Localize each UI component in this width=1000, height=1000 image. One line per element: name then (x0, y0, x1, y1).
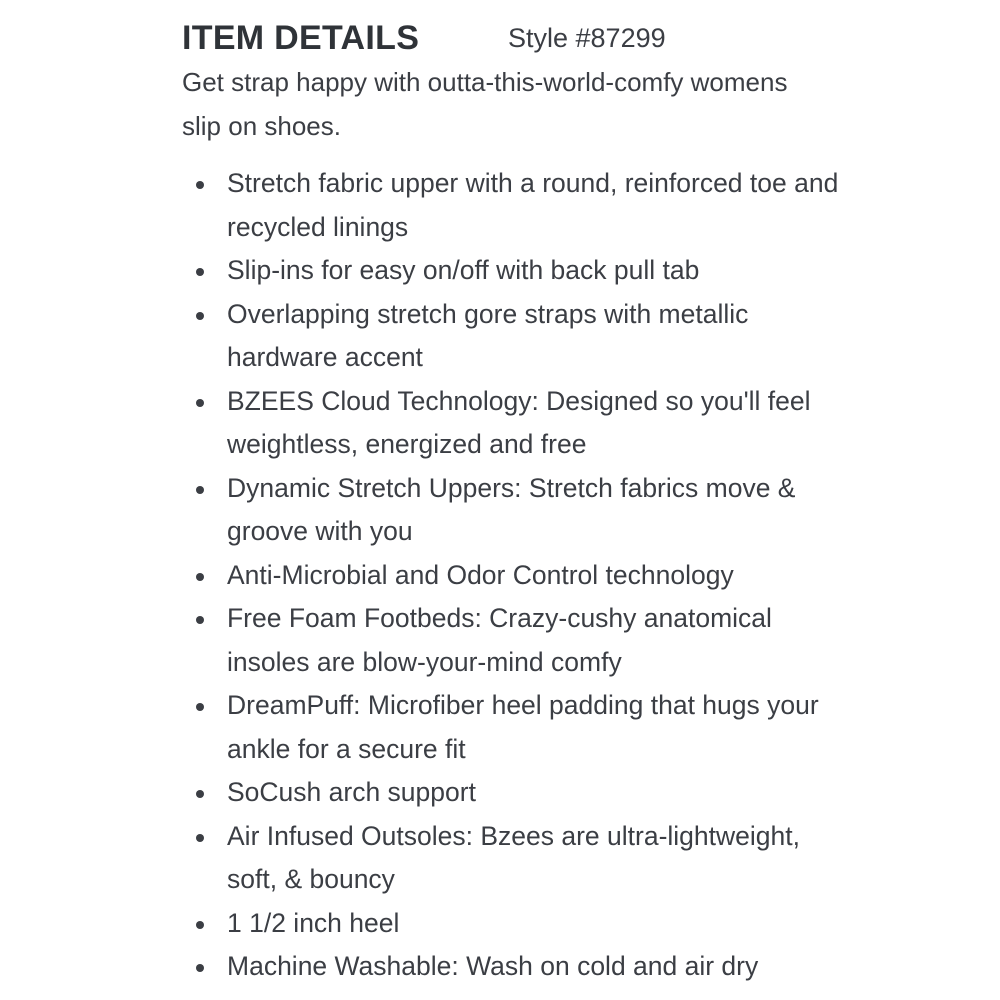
section-title: ITEM DETAILS (182, 19, 420, 57)
bullet-dot-icon (196, 616, 204, 624)
feature-item (182, 467, 847, 554)
bullet-dot-icon (196, 790, 204, 798)
feature-item (182, 293, 847, 380)
bullet-dot-icon (196, 486, 204, 494)
feature-text: Air Infused Outsoles: Bzees are ultra-lightweight, soft, & bouncy (227, 820, 800, 894)
feature-text: DreamPuff: Microfiber heel padding that hugs your ankle for a secure fit (227, 690, 819, 764)
feature-item (182, 249, 847, 293)
feature-text: Overlapping stretch gore straps with metallic hardware accent (227, 298, 749, 372)
style-number: Style #87299 (508, 23, 666, 53)
bullet-dot-icon (196, 399, 204, 407)
feature-text: Machine Washable: Wash on cold and air dry (227, 951, 759, 981)
feature-item (182, 902, 847, 946)
feature-list (182, 162, 862, 989)
bullet-dot-icon (196, 268, 204, 276)
bullet-dot-icon (196, 573, 204, 581)
item-details-header (182, 0, 862, 76)
bullet-dot-icon (196, 834, 204, 842)
feature-item (182, 684, 847, 771)
bullet-dot-icon (196, 181, 204, 189)
feature-item (182, 815, 847, 902)
feature-text: Slip-ins for easy on/off with back pull tab (227, 255, 700, 285)
feature-text: 1 1/2 inch heel (227, 907, 400, 938)
bullet-dot-icon (196, 964, 204, 972)
feature-text: Anti-Microbial and Odor Control technology (227, 559, 734, 590)
feature-text: Stretch fabric upper with a round, reinforced toe and recycled linings (227, 168, 839, 242)
feature-text: Dynamic Stretch Uppers: Stretch fabrics move & groove with you (227, 472, 796, 546)
feature-item (182, 162, 847, 249)
feature-text: BZEES Cloud Technology: Designed so you'll feel weightless, energized and free (227, 385, 811, 459)
item-details-panel (182, 0, 862, 989)
bullet-dot-icon (196, 703, 204, 711)
feature-item (182, 945, 847, 989)
feature-item (182, 771, 847, 815)
feature-item (182, 380, 847, 467)
bullet-dot-icon (196, 921, 204, 929)
feature-text: Free Foam Footbeds: Crazy-cushy anatomical insoles are blow-your-mind comfy (227, 603, 772, 677)
product-description: Get strap happy with outta-this-world-comfy womens slip on shoes. (182, 67, 788, 141)
feature-text: SoCush arch support (227, 777, 476, 807)
feature-item (182, 597, 847, 684)
bullet-dot-icon (196, 312, 204, 320)
feature-item (182, 554, 847, 598)
